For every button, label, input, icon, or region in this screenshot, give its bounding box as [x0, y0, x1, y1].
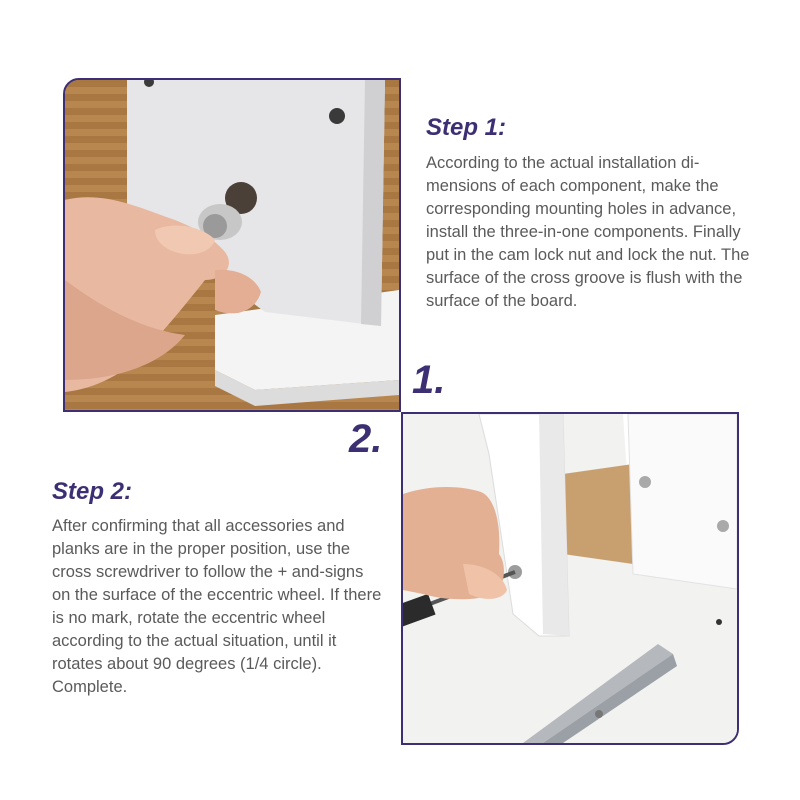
cam-lock-illustration — [65, 80, 399, 410]
step-1-title: Step 1: — [426, 114, 507, 141]
step-1-number: 1. — [412, 358, 446, 402]
step-1-description: According to the actual installation di-mensions of each component, make the corresponding mounting holes in advance, install the three-in-one components. Finally put in the cam lock nut and lock the nut. The surface of the cross groove is flush with the surface of the board. — [426, 154, 750, 310]
step-2-number: 2. — [349, 417, 383, 461]
step-2-photo — [401, 412, 739, 745]
step-2-description: After confirming that all accessories and planks are in the proper position, use the cross screwdriver to follow the + and-signs on the surface of the eccentric wheel. If there is no mark, rotate the eccentric wheel according to the actual situation, until it rotates about 90 degrees (1/4 circle). Complete. — [52, 517, 382, 696]
step-2-title: Step 2: — [52, 478, 133, 505]
screwdriver-illustration — [403, 414, 737, 743]
step-1-photo — [63, 78, 401, 412]
